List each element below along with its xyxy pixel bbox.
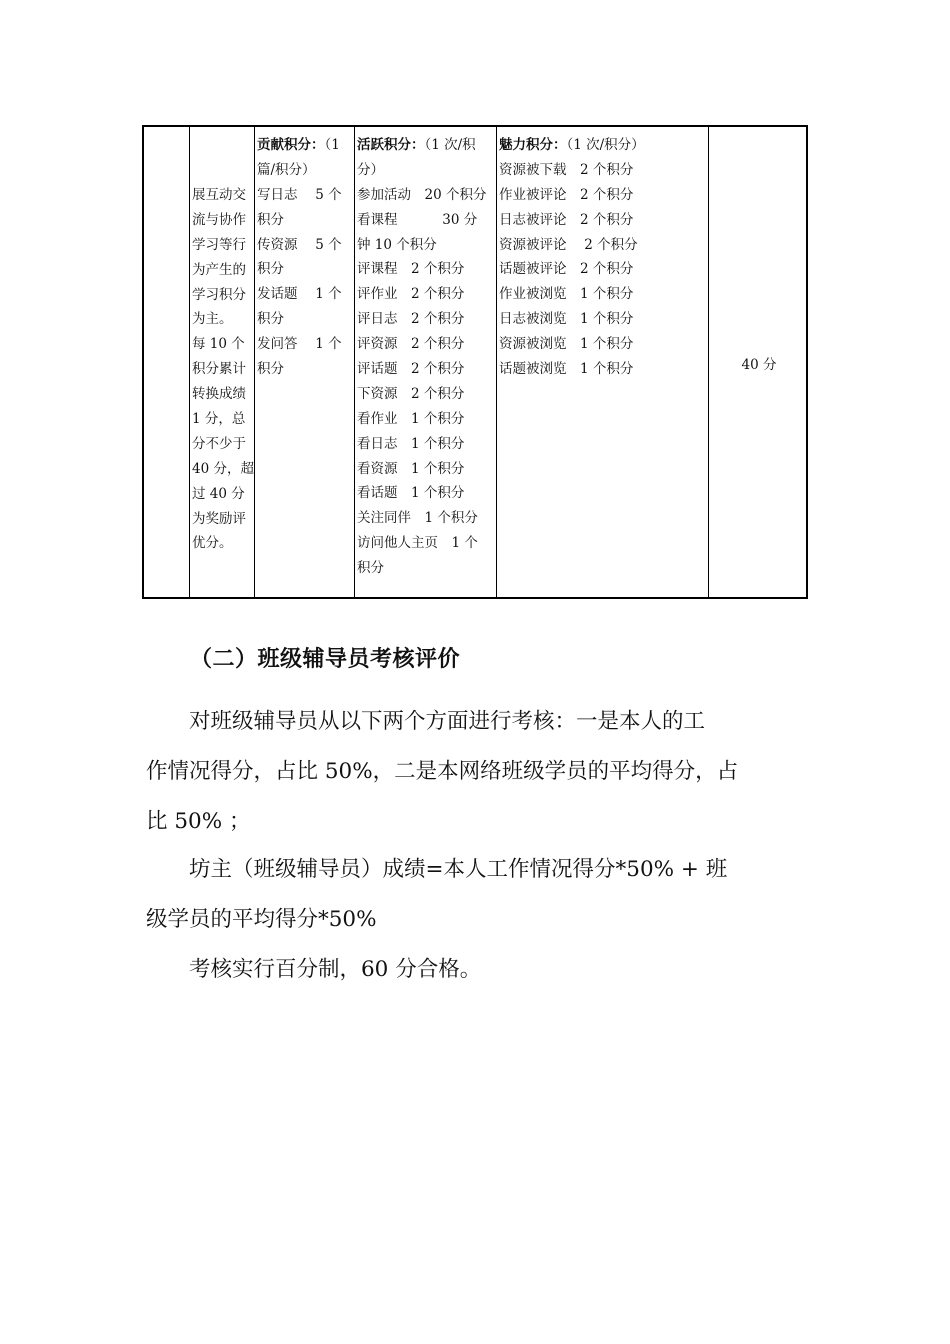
- description-line: 学习积分: [192, 286, 246, 303]
- charm-title-rest: （1 次/积分）: [566, 137, 645, 153]
- activity-title-row: [357, 133, 486, 158]
- activity-line: 关注同伴 1 个积分: [357, 510, 478, 527]
- description-line: 学习等行: [192, 236, 246, 253]
- paragraph-line: 作情况得分，占比 50%，二是本网络班级学员的平均得分，占: [146, 759, 739, 784]
- charm-line: 资源被评论 2 个积分: [499, 236, 638, 253]
- description-cell: [192, 183, 254, 556]
- contribution-title: 贡献积分：: [257, 137, 325, 153]
- contribution-line: 积分: [257, 261, 284, 278]
- paragraph-line: 坊主（班级辅导员）成绩=本人工作情况得分*50% + 班: [146, 857, 728, 882]
- activity-line: 评话题 2 个积分: [357, 361, 465, 378]
- activity-line: 下资源 2 个积分: [357, 385, 465, 402]
- scoring-table: [142, 125, 808, 599]
- description-line: 为产生的: [192, 261, 246, 278]
- activity-line: 看话题 1 个积分: [357, 485, 465, 502]
- activity-line: 分）: [357, 161, 384, 178]
- activity-line: 看作业 1 个积分: [357, 410, 465, 427]
- table-divider: [708, 127, 709, 597]
- charm-line: 资源被下载 2 个积分: [499, 161, 634, 178]
- charm-line: 话题被浏览 1 个积分: [499, 361, 634, 378]
- description-line: 1 分，总: [192, 411, 246, 428]
- activity-line: 访问他人主页 1 个: [357, 535, 478, 552]
- activity-line: 看日志 1 个积分: [357, 435, 465, 452]
- description-line: 流与协作: [192, 211, 246, 228]
- activity-title: 活跃积分：: [357, 137, 425, 153]
- contribution-line: 写日志 5 个: [257, 186, 342, 203]
- score-cell: 40 分: [741, 357, 777, 373]
- paragraph-line: 比 50% ；: [146, 809, 251, 834]
- paragraph-formula: [146, 845, 810, 945]
- description-line: 展互动交: [192, 187, 246, 203]
- table-divider: [354, 127, 355, 597]
- description-line: 转换成绩: [192, 386, 246, 403]
- contribution-title-rest: （1: [324, 137, 340, 153]
- activity-line: 钟 10 个积分: [357, 236, 437, 253]
- paragraph-passing: [146, 945, 810, 995]
- description-line: 过 40 分: [192, 485, 245, 502]
- activity-line: 评日志 2 个积分: [357, 311, 465, 328]
- description-line: 优分。: [192, 535, 233, 552]
- charm-line: 作业被评论 2 个积分: [499, 186, 634, 203]
- activity-line: 积分: [357, 560, 384, 577]
- activity-line: 看课程 30 分: [357, 211, 478, 228]
- contribution-line: 积分: [257, 361, 284, 378]
- description-line: 积分累计: [192, 361, 246, 378]
- contribution-line: 发话题 1 个: [257, 286, 342, 303]
- contribution-title-row: [257, 133, 342, 158]
- contribution-line: 传资源 5 个: [257, 236, 342, 253]
- activity-points-cell: [357, 133, 486, 581]
- description-line: 每 10 个: [192, 336, 245, 353]
- contribution-line: 篇/积分）: [257, 161, 316, 178]
- contribution-line: 积分: [257, 311, 284, 328]
- charm-title: 魅力积分：: [499, 137, 567, 153]
- charm-title-row: [499, 133, 645, 158]
- charm-line: 作业被浏览 1 个积分: [499, 286, 634, 303]
- activity-line: 参加活动 20 个积分: [357, 186, 487, 203]
- description-line: 为主。: [192, 311, 233, 328]
- activity-line: 看资源 1 个积分: [357, 460, 465, 477]
- table-divider: [254, 127, 255, 597]
- charm-line: 日志被浏览 1 个积分: [499, 311, 634, 328]
- contribution-line: 积分: [257, 211, 284, 228]
- activity-line: 评作业 2 个积分: [357, 286, 465, 303]
- activity-line: 评课程 2 个积分: [357, 261, 465, 278]
- activity-title-rest: （1 次/积: [424, 137, 476, 153]
- description-line: 为奖励评: [192, 510, 246, 527]
- table-divider: [189, 127, 190, 597]
- paragraph-assessment: [146, 697, 810, 847]
- table-divider: [496, 127, 497, 597]
- description-line: 40 分，超: [192, 460, 254, 477]
- charm-points-cell: [499, 133, 645, 382]
- paragraph-line: 级学员的平均得分*50%: [146, 907, 377, 932]
- charm-line: 资源被浏览 1 个积分: [499, 336, 634, 353]
- paragraph-line: 考核实行百分制，60 分合格。: [146, 957, 482, 982]
- paragraph-line: 对班级辅导员从以下两个方面进行考核：一是本人的工: [146, 709, 706, 734]
- contribution-line: 发问答 1 个: [257, 336, 342, 353]
- charm-line: 日志被评论 2 个积分: [499, 211, 634, 228]
- charm-line: 话题被评论 2 个积分: [499, 261, 634, 278]
- description-line: 分不少于: [192, 435, 246, 452]
- activity-line: 评资源 2 个积分: [357, 336, 465, 353]
- section-heading: （二）班级辅导员考核评价: [190, 646, 461, 672]
- contribution-points-cell: [257, 133, 342, 382]
